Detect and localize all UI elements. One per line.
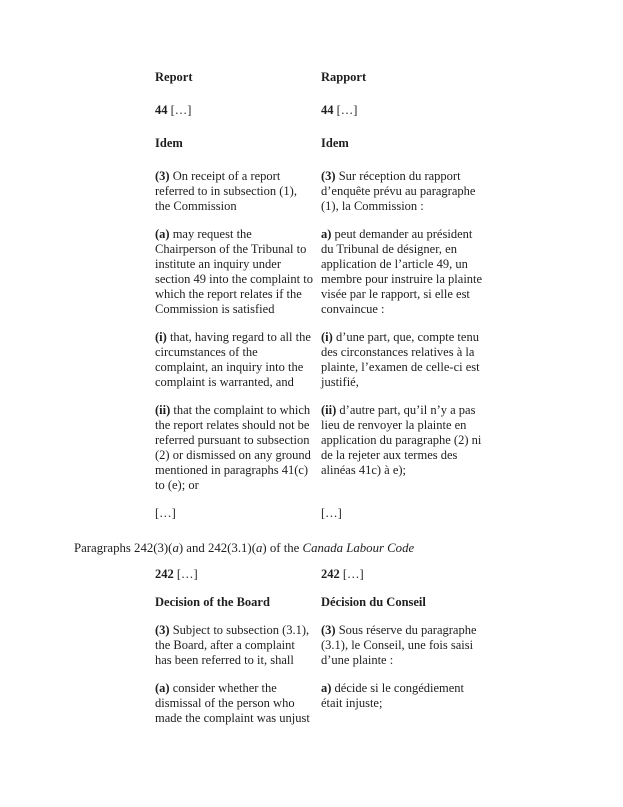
paragraph-marker: (3) [321,169,336,183]
paragraph-marker: Idem [321,136,349,150]
paragraph-text: […] [173,567,198,581]
paragraph-text: […] [339,567,364,581]
paragraph-text: On receipt of a report referred to in subsection (1), the Commission [155,169,297,213]
paragraph-marker: (i) [321,330,333,344]
excerpt-heading-en [155,595,321,610]
excerpt-paragraph-fr [321,227,491,317]
excerpt-paragraph-fr [321,169,491,214]
excerpt-ellipsis-en [155,506,321,521]
paragraph-text: d’autre part, qu’il n’y a pas lieu de renvoyer la plainte en application du paragraphe (2) ni de la rejeter aux termes des alinéas 41c) à e); [321,403,482,477]
clc-caption [74,541,623,556]
excerpt-paragraph-en [155,567,321,582]
paragraph-marker: a) [321,227,332,241]
paragraph-text: that, having regard to all the circumstances of the complaint, an inquiry into the complaint is warranted, and [155,330,311,389]
paragraph-marker: (3) [155,623,170,637]
excerpt-paragraph-fr [321,567,491,582]
caption-italic: a [255,541,263,555]
excerpt-heading-fr [321,70,491,85]
paragraph-marker: 44 [155,103,168,117]
paragraph-marker: (3) [155,169,170,183]
excerpt-paragraph-en [155,330,321,390]
paragraph-marker: Report [155,70,193,84]
paragraph-marker: 44 [321,103,334,117]
paragraph-marker: 242 [321,567,340,581]
excerpt-paragraph-en [155,623,321,668]
excerpt-paragraph-fr [321,403,491,493]
clc-excerpt-table [155,567,623,726]
paragraph-text: d’une part, que, compte tenu des circonstances relatives à la plainte, l’examen de celle-ci est justifié, [321,330,480,389]
paragraph-marker: Idem [155,136,183,150]
paragraph-marker: Décision du Conseil [321,595,426,609]
excerpt-ellipsis-fr [321,506,491,521]
excerpt-heading-en [155,70,321,85]
excerpt-paragraph-fr [321,330,491,390]
chra-excerpt-table [155,70,623,521]
excerpt-heading-fr [321,595,491,610]
paragraph-text: that the complaint to which the report relates should not be referred pursuant to subsection (2) or dismissed on any ground mentioned in paragraphs 41(c) to (e); or [155,403,311,492]
caption-text: ) of the [262,541,303,555]
excerpt-heading-fr [321,136,491,151]
caption-text: ) and 242(3.1)( [178,541,256,555]
caption-italic: a [172,541,179,555]
paragraph-marker: Decision of the Board [155,595,270,609]
excerpt-paragraph-en [155,681,321,726]
paragraph-text: Subject to subsection (3.1), the Board, after a complaint has been referred to it, shall [155,623,310,667]
excerpt-paragraph-en [155,169,321,214]
excerpt-paragraph-fr [321,103,491,118]
excerpt-paragraph-fr [321,681,491,726]
excerpt-paragraph-fr [321,623,491,668]
caption-italic: Canada Labour Code [302,541,415,555]
paragraph-text: […] [155,506,176,520]
paragraph-marker: a) [321,681,332,695]
paragraph-marker: Rapport [321,70,367,84]
excerpt-paragraph-en [155,103,321,118]
paragraph-text: […] [167,103,192,117]
paragraph-marker: (i) [155,330,167,344]
paragraph-text: Sous réserve du paragraphe (3.1), le Conseil, une fois saisi d’une plainte : [321,623,477,667]
paragraph-text: […] [321,506,342,520]
paragraph-marker: (3) [321,623,336,637]
paragraph-marker: (a) [155,227,170,241]
caption-text: Paragraphs 242(3)( [74,541,173,555]
paragraph-text: peut demander au président du Tribunal de désigner, en application de l’article 49, un membre pour instruire la plainte visée par le rapport, si elle est convaincue : [321,227,483,316]
paragraph-marker: (ii) [155,403,171,417]
paragraph-marker: 242 [155,567,174,581]
paragraph-marker: (a) [155,681,170,695]
paragraph-text: décide si le congédiement était injuste; [321,681,465,710]
excerpt-heading-en [155,136,321,151]
paragraph-text: may request the Chairperson of the Tribunal to institute an inquiry under section 49 into the complaint to which the report relates if the Commission is satisfied [155,227,313,316]
excerpt-paragraph-en [155,403,321,493]
paragraph-text: […] [333,103,358,117]
excerpt-paragraph-en [155,227,321,317]
paragraph-text: consider whether the dismissal of the person who made the complaint was unjust [155,681,310,725]
paragraph-text: Sur réception du rapport d’enquête prévu au paragraphe (1), la Commission : [321,169,476,213]
paragraph-marker: (ii) [321,403,337,417]
